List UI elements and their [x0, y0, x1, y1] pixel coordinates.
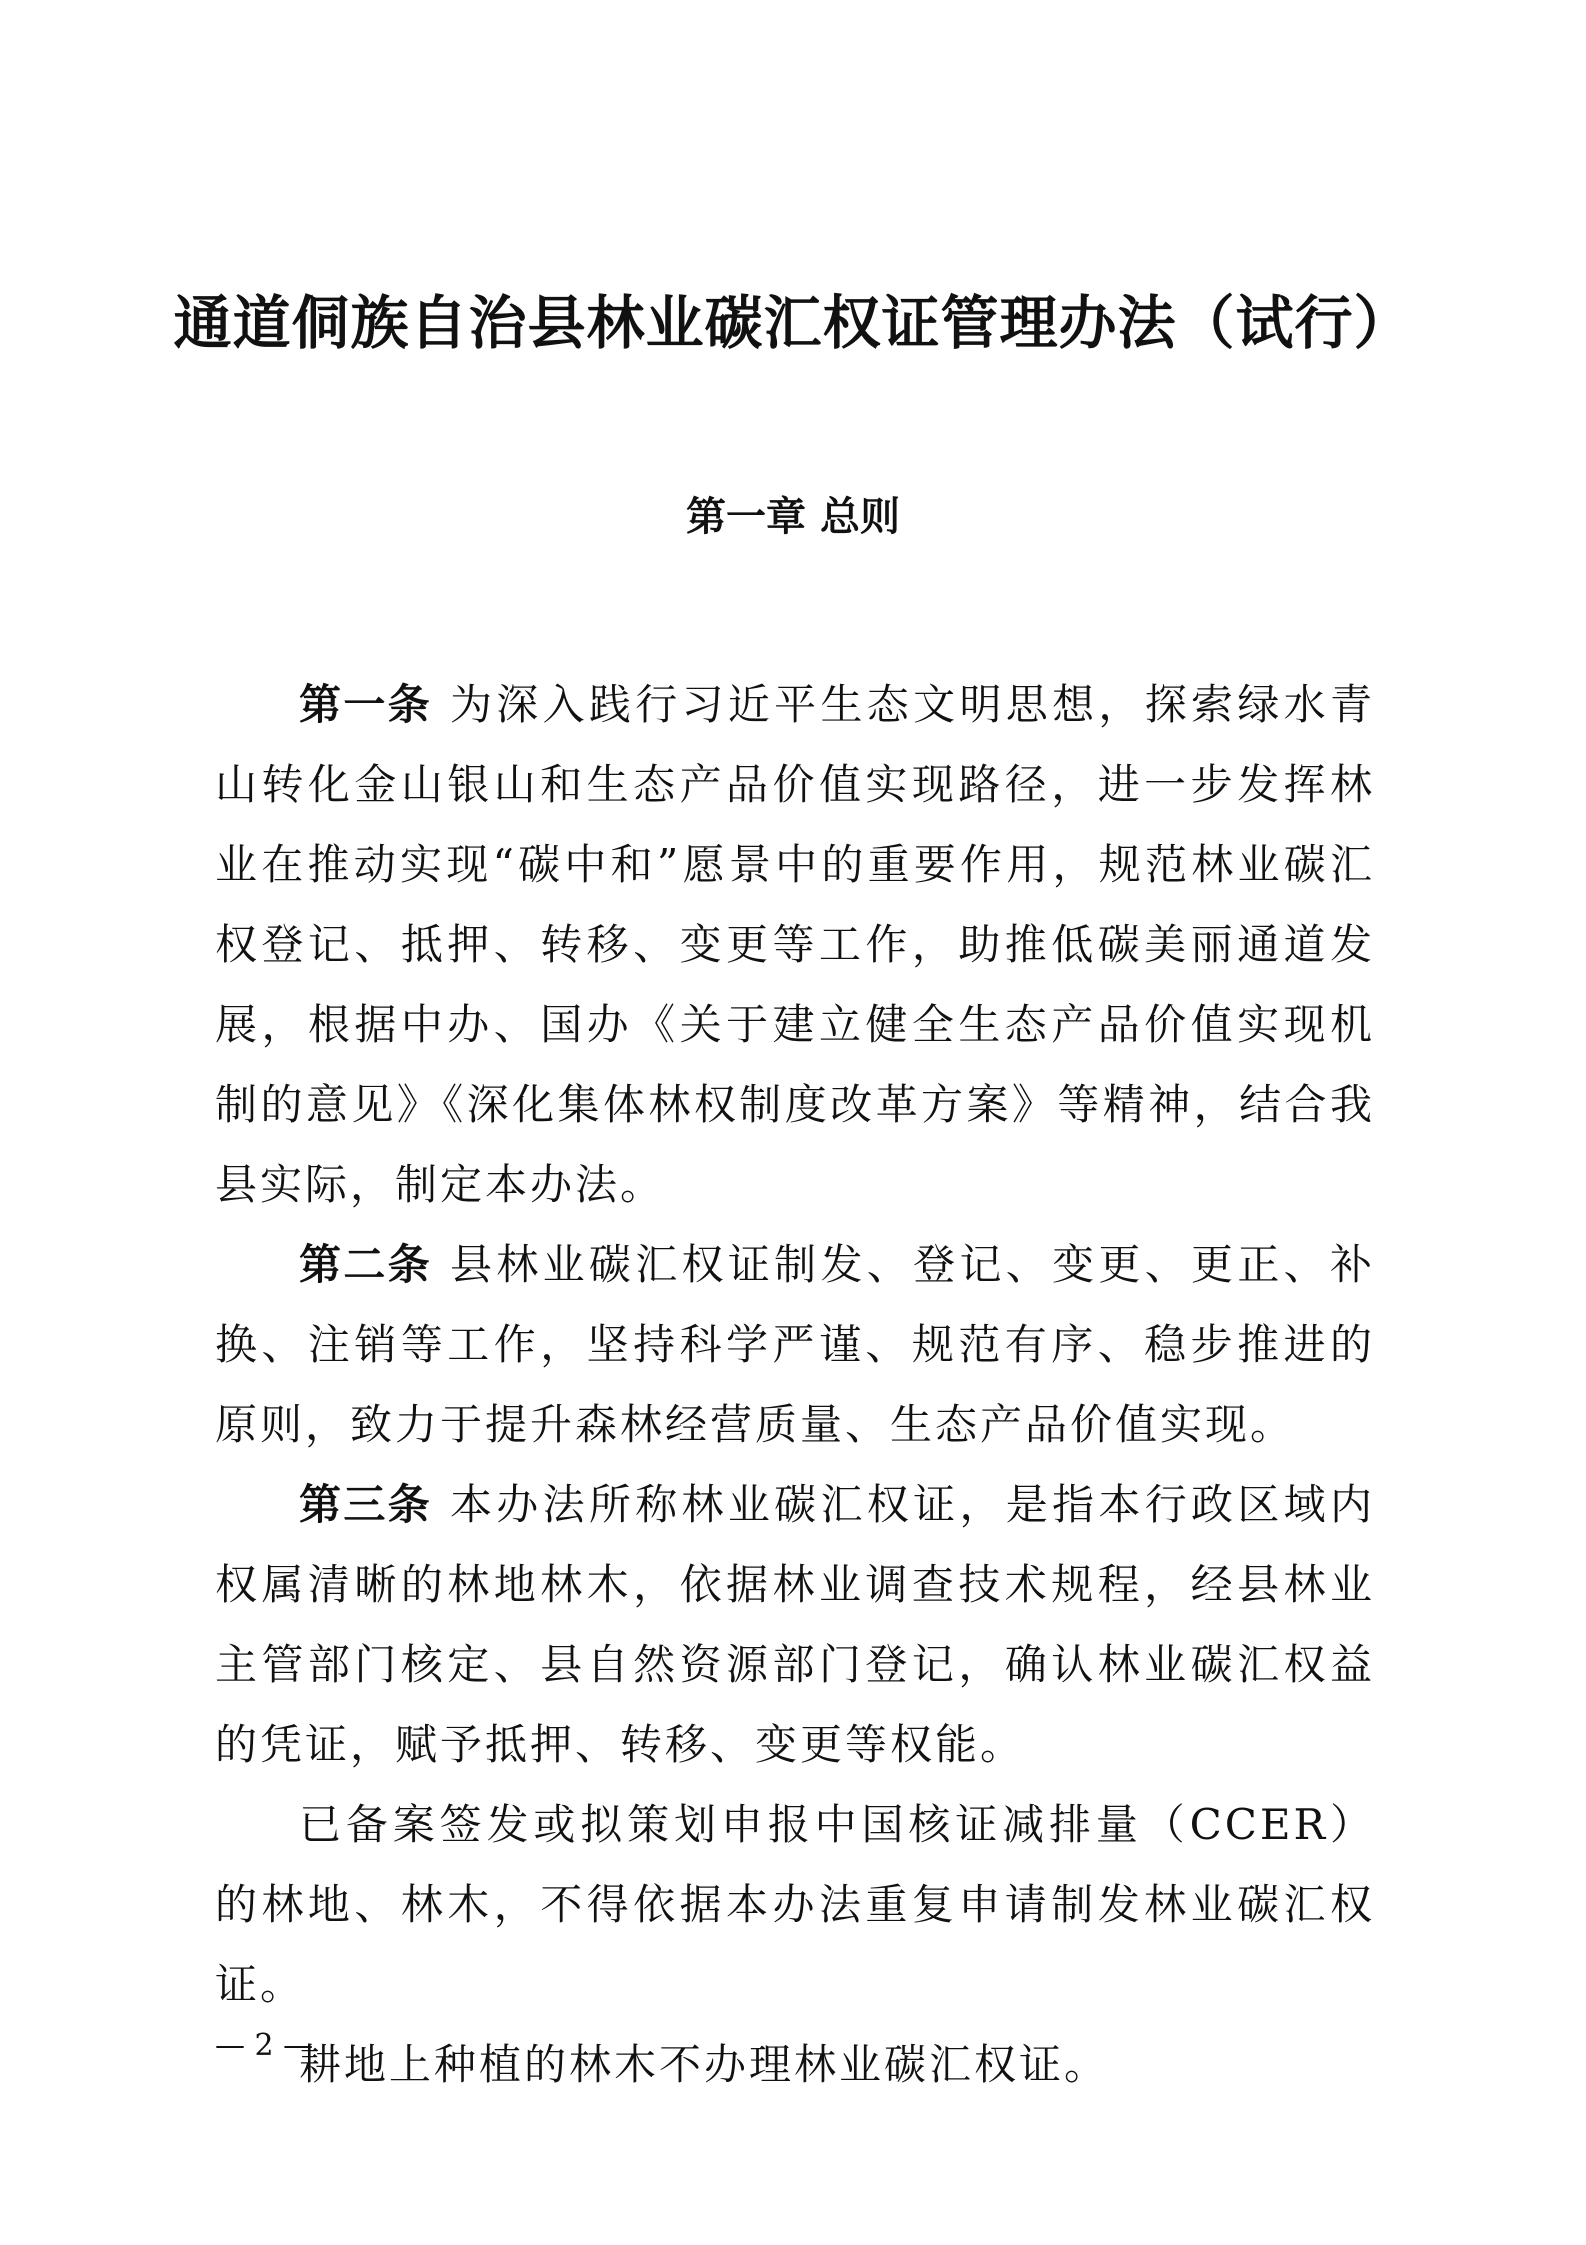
article-1-text: 为深入践行习近平生态文明思想，探索绿水青山转化金山银山和生态产品价值实现路径，进一步发挥林业在推动实现“碳中和”愿景中的重要作用，规范林业碳汇权登记、抵押、转移、变更等工作，助推低碳美丽通道发展，根据中办、国办《关于建立健全生态产品价值实现机制的意见》《深化集体林权制度改革方案》等精神，结合我县实际，制定本办法。: [215, 680, 1375, 1209]
article-3-text: 本办法所称林业碳汇权证，是指本行政区域内权属清晰的林地林木，依据林业调查技术规程，经县林业主管部门核定、县自然资源部门登记，确认林业碳汇权益的凭证，赋予抵押、转移、变更等权能。: [215, 1480, 1375, 1769]
chapter-title: 第一章 总则: [686, 494, 900, 540]
article-1-label: 第一条: [299, 680, 432, 729]
article-3-label: 第三条: [299, 1480, 432, 1529]
article-3: [215, 1465, 1375, 1785]
article-2-label: 第二条: [299, 1240, 432, 1289]
article-2-text: 县林业碳汇权证制发、登记、变更、更正、补换、注销等工作，坚持科学严谨、规范有序、稳步推进的原则，致力于提升森林经营质量、生态产品价值实现。: [215, 1240, 1375, 1449]
article-2: [215, 1225, 1375, 1465]
paragraph-farmland: 耕地上种植的林木不办理林业碳汇权证。: [299, 2040, 1110, 2089]
article-1: [215, 665, 1375, 1225]
document-body: [215, 665, 1375, 2105]
paragraph-ccer: 已备案签发或拟策划申报中国核证减排量（CCER）的林地、林木，不得依据本办法重复申请制发林业碳汇权证。: [215, 1800, 1375, 2009]
page-number: — 2 —: [215, 2028, 314, 2063]
document-title: 通道侗族自治县林业碳汇权证管理办法（试行）: [173, 289, 1413, 357]
